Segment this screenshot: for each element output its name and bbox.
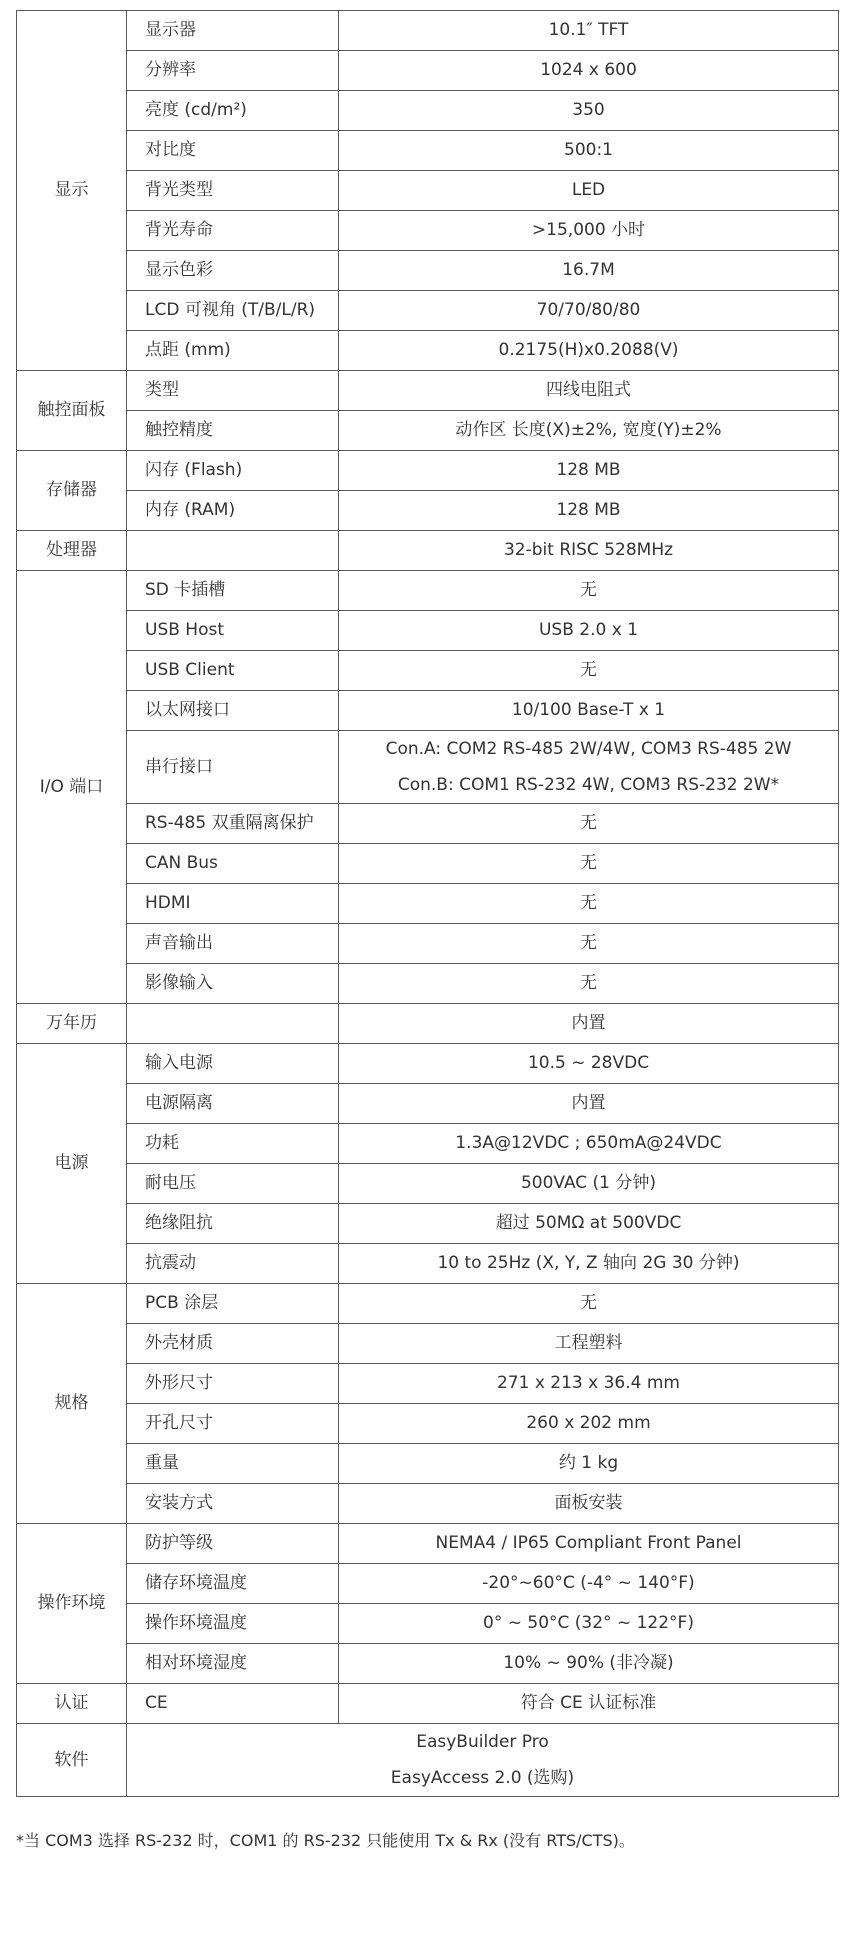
item-cell: 亮度 (cd/m²) <box>127 91 339 131</box>
table-row <box>17 924 839 964</box>
table-row <box>17 1324 839 1364</box>
table-row <box>17 731 839 804</box>
item-cell: 开孔尺寸 <box>127 1404 339 1444</box>
item-cell: 外形尺寸 <box>127 1364 339 1404</box>
value-cell: 无 <box>339 884 839 924</box>
value-cell: 10% ~ 90% (非冷凝) <box>339 1644 839 1684</box>
item-cell: 分辨率 <box>127 51 339 91</box>
item-cell: 输入电源 <box>127 1044 339 1084</box>
item-cell: LCD 可视角 (T/B/L/R) <box>127 291 339 331</box>
table-row <box>17 331 839 371</box>
value-cell: 128 MB <box>339 451 839 491</box>
value-cell: 超过 50MΩ at 500VDC <box>339 1204 839 1244</box>
value-cell: 四线电阻式 <box>339 371 839 411</box>
item-cell: 重量 <box>127 1444 339 1484</box>
table-row <box>17 291 839 331</box>
item-cell: 显示器 <box>127 11 339 51</box>
item-cell: 抗震动 <box>127 1244 339 1284</box>
item-cell: HDMI <box>127 884 339 924</box>
value-cell: 128 MB <box>339 491 839 531</box>
item-cell: 绝缘阻抗 <box>127 1204 339 1244</box>
value-cell: 350 <box>339 91 839 131</box>
item-cell: 串行接口 <box>127 731 339 804</box>
value-cell: 无 <box>339 1284 839 1324</box>
value-cell: 260 x 202 mm <box>339 1404 839 1444</box>
value-cell <box>339 731 839 804</box>
table-row <box>17 1604 839 1644</box>
table-row <box>17 1284 839 1324</box>
item-cell: 背光寿命 <box>127 211 339 251</box>
item-cell <box>127 1004 339 1044</box>
category-cell: 认证 <box>17 1684 127 1724</box>
value-line: EasyAccess 2.0 (选购) <box>390 1768 575 1788</box>
value-cell: 1024 x 600 <box>339 51 839 91</box>
table-row <box>17 691 839 731</box>
table-row <box>17 411 839 451</box>
table-row <box>17 844 839 884</box>
category-cell: 操作环境 <box>17 1524 127 1684</box>
value-cell: 无 <box>339 964 839 1004</box>
category-cell: 存储器 <box>17 451 127 531</box>
table-row <box>17 884 839 924</box>
item-cell: 背光类型 <box>127 171 339 211</box>
item-cell: 以太网接口 <box>127 691 339 731</box>
value-cell: LED <box>339 171 839 211</box>
category-cell: 触控面板 <box>17 371 127 451</box>
table-row <box>17 211 839 251</box>
value-cell: 面板安装 <box>339 1484 839 1524</box>
value-cell: USB 2.0 x 1 <box>339 611 839 651</box>
category-cell: 显示 <box>17 11 127 371</box>
value-cell: 10.5 ~ 28VDC <box>339 1044 839 1084</box>
table-row <box>17 1724 839 1797</box>
table-row <box>17 171 839 211</box>
value-cell: NEMA4 / IP65 Compliant Front Panel <box>339 1524 839 1564</box>
table-row <box>17 531 839 571</box>
value-line: Con.A: COM2 RS-485 2W/4W, COM3 RS-485 2W <box>385 739 792 759</box>
value-cell: 无 <box>339 651 839 691</box>
value-cell: 无 <box>339 804 839 844</box>
table-row <box>17 804 839 844</box>
table-row <box>17 1364 839 1404</box>
table-row <box>17 491 839 531</box>
category-cell: 电源 <box>17 1044 127 1284</box>
item-cell: PCB 涂层 <box>127 1284 339 1324</box>
item-cell: 显示色彩 <box>127 251 339 291</box>
category-cell: 万年历 <box>17 1004 127 1044</box>
table-row <box>17 1644 839 1684</box>
item-cell: 影像输入 <box>127 964 339 1004</box>
table-row <box>17 1044 839 1084</box>
table-row <box>17 964 839 1004</box>
table-row <box>17 1084 839 1124</box>
value-cell: 约 1 kg <box>339 1444 839 1484</box>
table-row <box>17 451 839 491</box>
item-cell: USB Host <box>127 611 339 651</box>
value-cell: 无 <box>339 924 839 964</box>
item-cell: CAN Bus <box>127 844 339 884</box>
item-cell: 功耗 <box>127 1124 339 1164</box>
item-cell: 储存环境温度 <box>127 1564 339 1604</box>
item-cell: 闪存 (Flash) <box>127 451 339 491</box>
table-row <box>17 1684 839 1724</box>
value-cell: 16.7M <box>339 251 839 291</box>
item-cell: 操作环境温度 <box>127 1604 339 1644</box>
footnote: *当 COM3 选择 RS-232 时，COM1 的 RS-232 只能使用 Tx & Rx (没有 RTS/CTS)。 <box>16 1831 635 1850</box>
category-cell: 软件 <box>17 1724 127 1797</box>
value-cell: 内置 <box>339 1084 839 1124</box>
table-row <box>17 571 839 611</box>
value-cell: 500:1 <box>339 131 839 171</box>
value-cell: 10 to 25Hz (X, Y, Z 轴向 2G 30 分钟) <box>339 1244 839 1284</box>
value-cell: >15,000 小时 <box>339 211 839 251</box>
table-row <box>17 1244 839 1284</box>
item-cell: 安装方式 <box>127 1484 339 1524</box>
value-cell: 10.1″ TFT <box>339 11 839 51</box>
value-cell: 工程塑料 <box>339 1324 839 1364</box>
item-cell: 电源隔离 <box>127 1084 339 1124</box>
spec-table-body <box>17 11 839 1797</box>
table-row <box>17 1564 839 1604</box>
table-row <box>17 11 839 51</box>
table-row <box>17 1404 839 1444</box>
value-line: Con.B: COM1 RS-232 4W, COM3 RS-232 2W* <box>397 775 780 795</box>
item-cell: 外壳材质 <box>127 1324 339 1364</box>
table-row <box>17 611 839 651</box>
item-cell: 耐电压 <box>127 1164 339 1204</box>
value-cell: 271 x 213 x 36.4 mm <box>339 1364 839 1404</box>
value-cell: 10/100 Base-T x 1 <box>339 691 839 731</box>
table-row <box>17 1524 839 1564</box>
item-cell <box>127 531 339 571</box>
value-cell: 32-bit RISC 528MHz <box>339 531 839 571</box>
table-row <box>17 371 839 411</box>
item-cell: 类型 <box>127 371 339 411</box>
value-line: EasyBuilder Pro <box>416 1732 549 1752</box>
value-cell: 0.2175(H)x0.2088(V) <box>339 331 839 371</box>
item-cell: 防护等级 <box>127 1524 339 1564</box>
value-cell: 动作区 长度(X)±2%, 宽度(Y)±2% <box>339 411 839 451</box>
item-cell: 声音输出 <box>127 924 339 964</box>
item-cell: USB Client <box>127 651 339 691</box>
table-row <box>17 1004 839 1044</box>
spec-table <box>16 10 839 1797</box>
item-cell: 点距 (mm) <box>127 331 339 371</box>
category-cell: 处理器 <box>17 531 127 571</box>
item-cell: 内存 (RAM) <box>127 491 339 531</box>
table-row <box>17 651 839 691</box>
value-cell: 无 <box>339 571 839 611</box>
table-row <box>17 1124 839 1164</box>
item-cell: 触控精度 <box>127 411 339 451</box>
table-row <box>17 1204 839 1244</box>
table-row <box>17 131 839 171</box>
item-cell: RS-485 双重隔离保护 <box>127 804 339 844</box>
value-cell: 内置 <box>339 1004 839 1044</box>
value-cell: 0° ~ 50°C (32° ~ 122°F) <box>339 1604 839 1644</box>
value-cell: 1.3A@12VDC ; 650mA@24VDC <box>339 1124 839 1164</box>
item-cell: 相对环境湿度 <box>127 1644 339 1684</box>
category-cell: I/O 端口 <box>17 571 127 1004</box>
item-cell: 对比度 <box>127 131 339 171</box>
value-cell: -20°~60°C (-4° ~ 140°F) <box>339 1564 839 1604</box>
value-cell: 符合 CE 认证标准 <box>339 1684 839 1724</box>
category-cell: 规格 <box>17 1284 127 1524</box>
table-row <box>17 91 839 131</box>
table-row <box>17 51 839 91</box>
table-row <box>17 1444 839 1484</box>
value-cell: 500VAC (1 分钟) <box>339 1164 839 1204</box>
item-cell: SD 卡插槽 <box>127 571 339 611</box>
value-cell: 70/70/80/80 <box>339 291 839 331</box>
table-row <box>17 251 839 291</box>
item-cell: CE <box>127 1684 339 1724</box>
value-cell: 无 <box>339 844 839 884</box>
table-row <box>17 1164 839 1204</box>
table-row <box>17 1484 839 1524</box>
value-cell <box>127 1724 839 1797</box>
